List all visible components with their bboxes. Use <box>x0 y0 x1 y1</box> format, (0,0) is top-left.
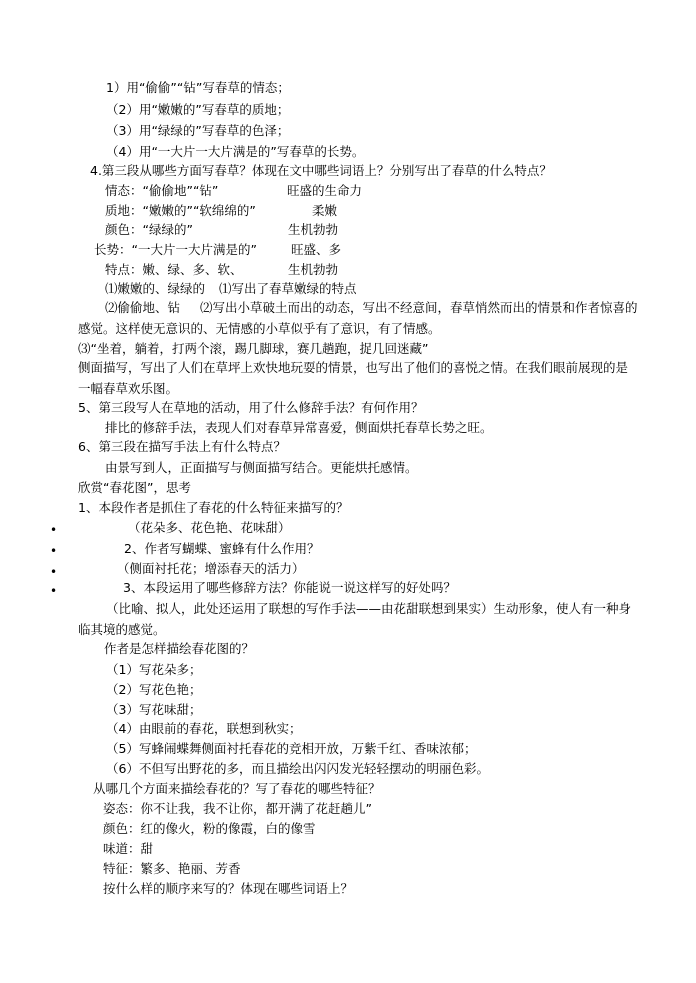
text-line: 颜色：“绿绿的” <box>105 222 193 237</box>
bullet: • <box>50 544 58 558</box>
text-line: ⑴嫩嫩的、绿绿的 <box>105 281 206 296</box>
text-line: 生机勃勃 <box>288 222 339 237</box>
text-line: ⑵偷偷地、钻 <box>105 300 181 315</box>
section-heading: 欣赏“春花图”，思考 <box>78 480 191 495</box>
text-line: （3）写花味甜； <box>106 702 202 717</box>
question-heading: 5、第三段写人在草地的活动，用了什么修辞手法？有何作用？ <box>78 400 424 415</box>
question-heading: 4.第三段从哪些方面写春草？体现在文中哪些词语上？分别写出了春草的什么特点？ <box>90 163 552 178</box>
text-line: 旺盛、多 <box>291 242 342 257</box>
text-line: （1）写花朵多； <box>106 662 202 677</box>
question-heading: 按什么样的顺序来写的？体现在哪些词语上？ <box>103 881 354 896</box>
bullet: • <box>50 584 58 598</box>
text-line: 姿态：你不让我，我不让你，都开满了花赶趟儿” <box>103 801 372 816</box>
text-line: 特点：嫩、绿、多、软、 <box>105 262 243 277</box>
question-heading: 6、第三段在描写手法上有什么特点？ <box>78 439 286 454</box>
text-paragraph: ⑵写出小草破土而出的动态，写出不经意间，春草悄然而出的情景和作者惊喜的感觉。这样使无意识的、无情感的小草似乎有了意识，有了情感。 <box>78 300 638 336</box>
question-heading: 从哪几个方面来描绘春花的？写了春花的哪些特征？ <box>93 781 381 796</box>
text-line: （花朵多、花色艳、花味甜） <box>128 520 291 535</box>
text-line: （2）写花色艳； <box>106 682 202 697</box>
text-paragraph: （比喻、拟人，此处还运用了联想的写作手法——由花甜联想到果实）生动形象，使人有一种身临其境的感觉。 <box>78 601 632 637</box>
text-paragraph: 侧面描写，写出了人们在草坪上欢快地玩耍的情景，也写出了他们的喜悦之情。在我们眼前展现的是一幅春草欢乐图。 <box>78 360 629 396</box>
text-line: 特征：繁多、艳丽、芳香 <box>103 861 241 876</box>
text-line: （4）由眼前的春花，联想到秋实； <box>106 721 302 736</box>
text-line: 情态：“偷偷地”“钻” <box>105 183 219 198</box>
text-line: （2）用“嫩嫩的”写春草的质地； <box>106 102 290 117</box>
text-line: （侧面衬托花；增添春天的活力） <box>117 561 305 576</box>
question-heading: 3、本段运用了哪些修辞方法？你能说一说这样写的好处吗？ <box>123 580 456 595</box>
text-line: （3）用“绿绿的”写春草的色泽； <box>106 123 290 138</box>
text-line: 长势：“一大片一大片满是的” <box>94 242 257 257</box>
text-line: 质地：“嫩嫩的”“软绵绵的” <box>105 203 256 218</box>
question-heading: 1、本段作者是抓住了春花的什么特征来描写的？ <box>78 500 349 515</box>
text-line: 排比的修辞手法，表现人们对春草异常喜爱，侧面烘托春草长势之旺。 <box>105 420 493 435</box>
text-line: 柔嫩 <box>312 203 338 218</box>
text-line: 生机勃勃 <box>288 262 339 277</box>
text-line: 1）用“偷偷”“钻”写春草的情态； <box>106 80 290 95</box>
text-line: 由景写到人，正面描写与侧面描写结合。更能烘托感情。 <box>105 460 418 475</box>
text-line: 颜色：红的像火，粉的像霞，白的像雪 <box>103 821 316 836</box>
text-line: 旺盛的生命力 <box>287 183 363 198</box>
text-line: 味道：甜 <box>103 841 154 856</box>
bullet: • <box>50 565 58 579</box>
text-line: （6）不但写出野花的多，而且描绘出闪闪发光轻轻摆动的明丽色彩。 <box>106 761 489 776</box>
question-heading: 2、作者写蝴蝶、蜜蜂有什么作用？ <box>124 541 320 556</box>
text-line: （5）写蜂闹蝶舞侧面衬托春花的竞相开放，万紫千红、香味浓郁； <box>106 741 477 756</box>
text-line: ⑴写出了春草嫩绿的特点 <box>219 281 357 296</box>
text-line: （4）用“一大片一大片满是的”写春草的长势。 <box>106 144 365 159</box>
bullet: • <box>50 523 58 537</box>
text-line: ⑶“坐着，躺着，打两个滚，踢几脚球，赛几趟跑，捉几回迷藏” <box>78 341 429 356</box>
question-heading: 作者是怎样描绘春花图的？ <box>104 641 255 656</box>
